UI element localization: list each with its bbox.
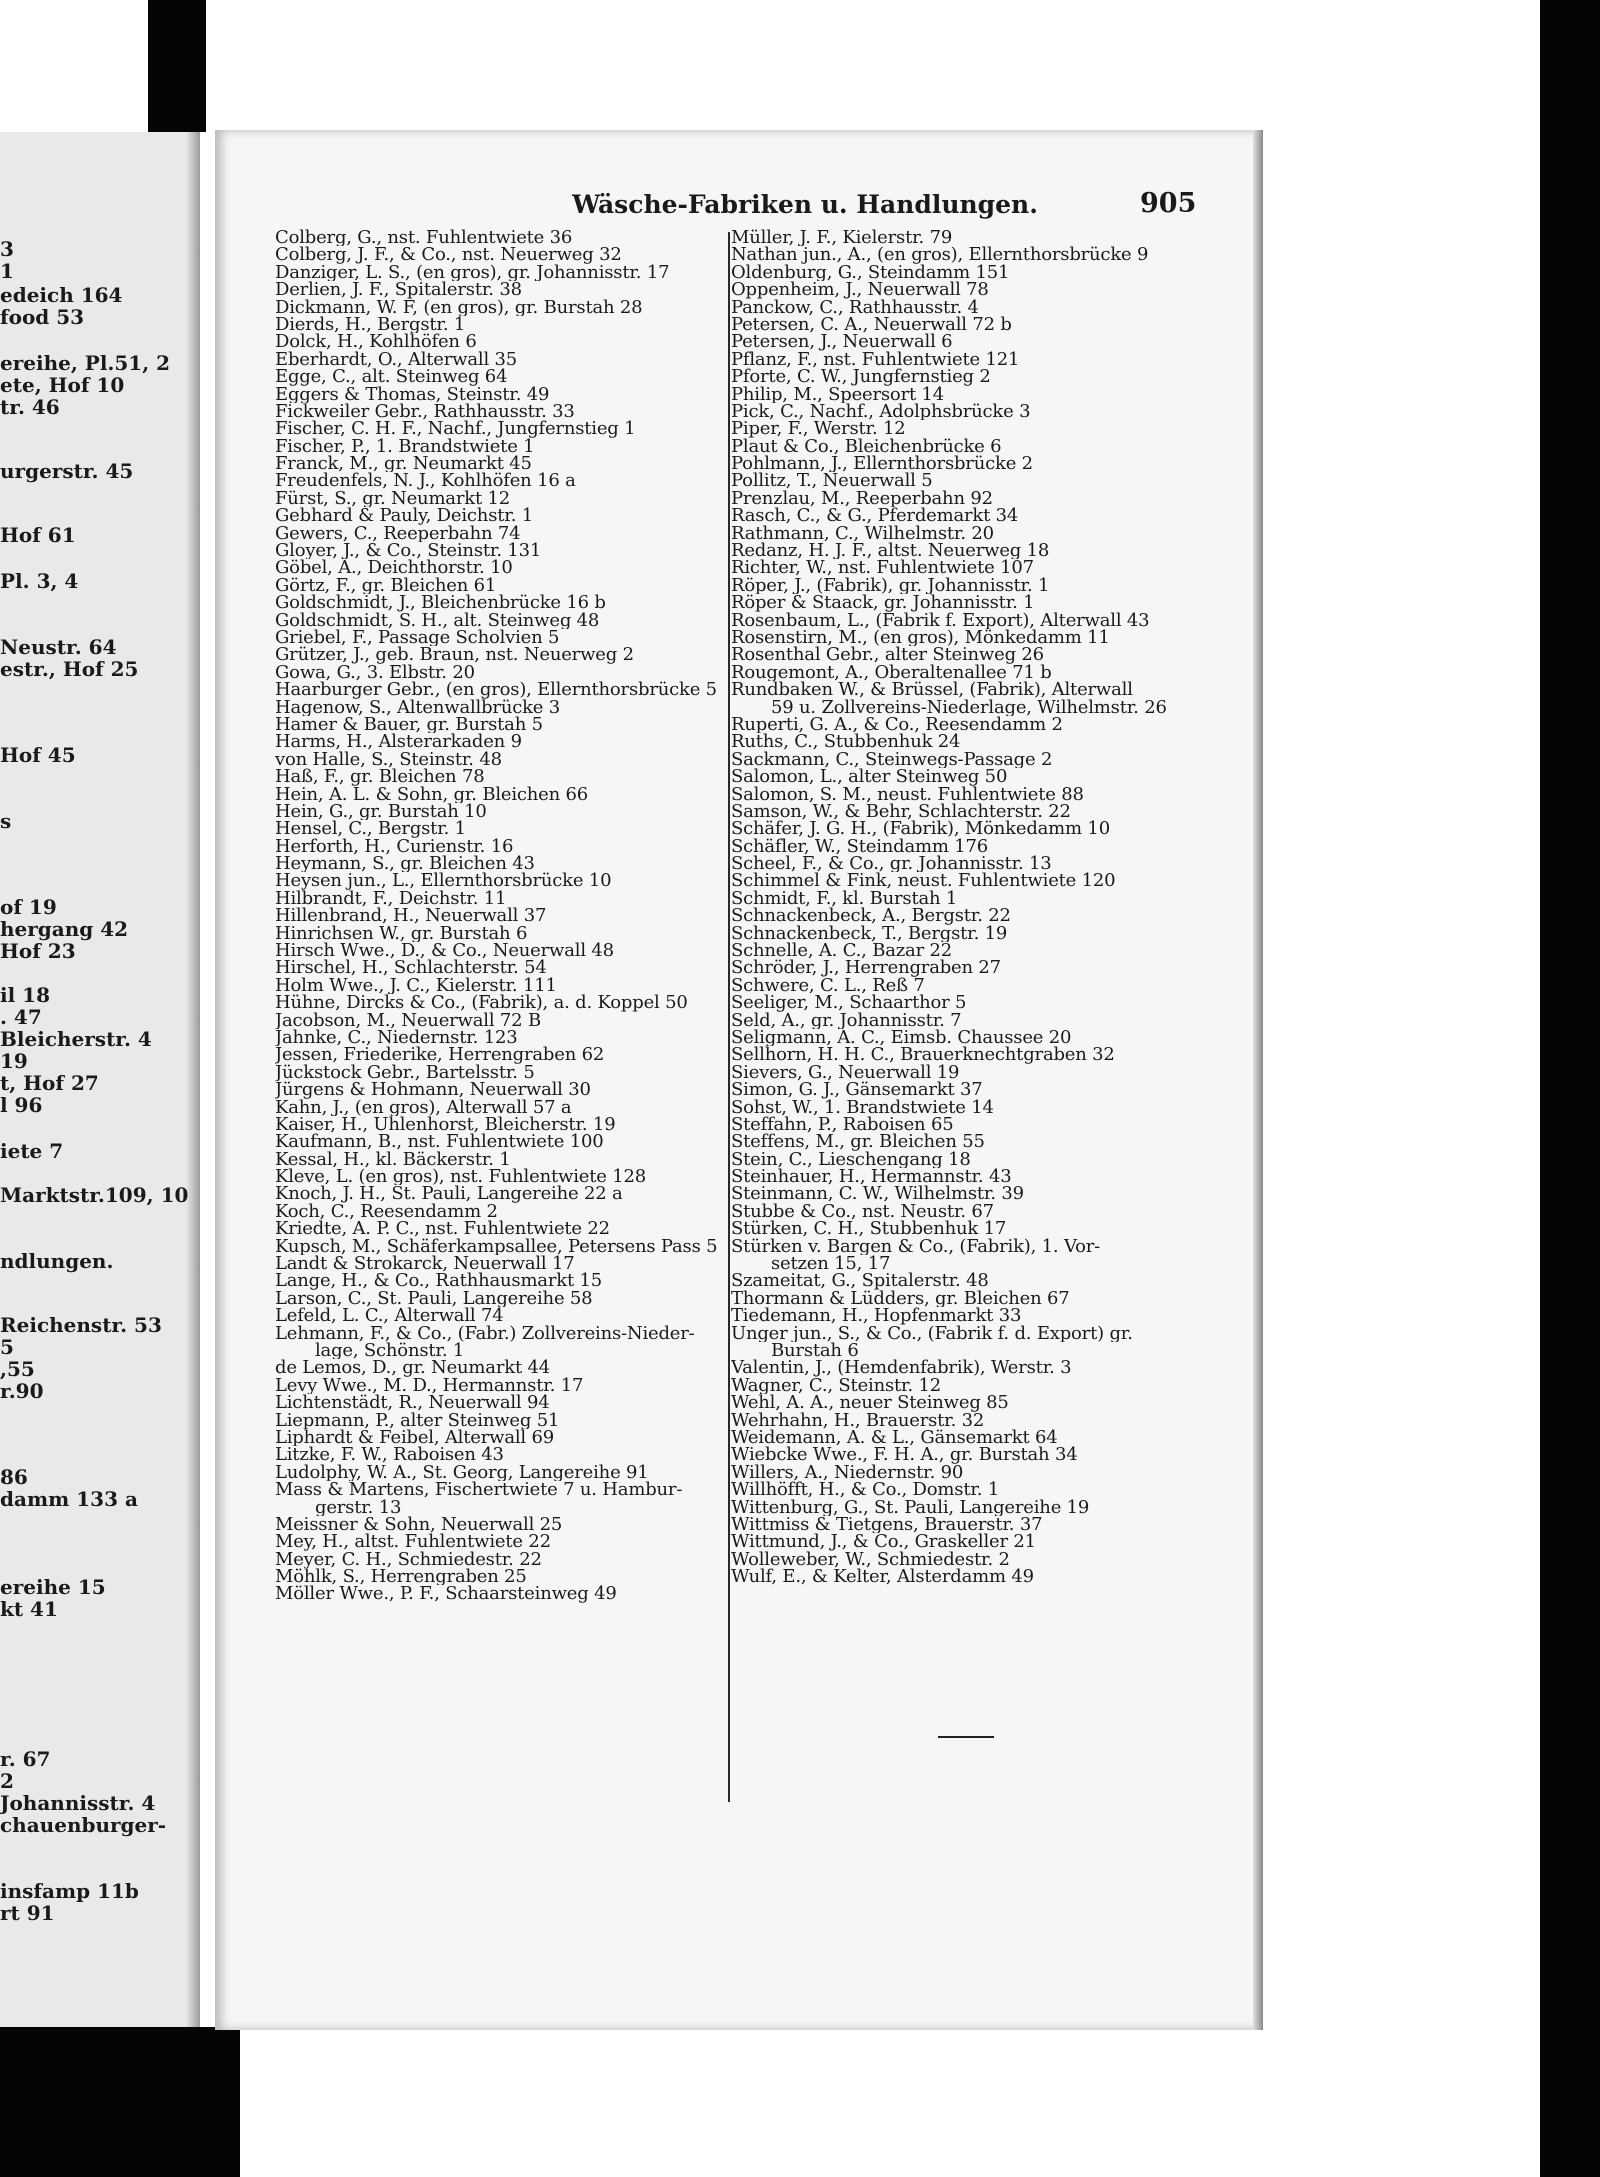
left-page-text-fragment: 86: [0, 1465, 28, 1489]
directory-entry: Wittmiss & Tietgens, Brauerstr. 37: [731, 1515, 1043, 1534]
left-page-text-fragment: Marktstr.109, 10: [0, 1183, 189, 1207]
directory-entry: Hein, A. L. & Sohn, gr. Bleichen 66: [275, 785, 589, 803]
directory-entry: Görtz, F., gr. Bleichen 61: [275, 576, 497, 595]
left-page-text-fragment: t, Hof 27: [0, 1071, 99, 1095]
directory-entry: Hirschel, H., Schlachterstr. 54: [275, 959, 547, 977]
directory-entry: Ruths, C., Stubbenhuk 24: [731, 733, 961, 751]
directory-entry: Landt & Strokarck, Neuerwall 17: [275, 1255, 575, 1273]
directory-column-left: [275, 229, 743, 1603]
directory-entry: Gewers, C., Reeperbahn 74: [275, 524, 521, 543]
directory-entry: Schimmel & Fink, neust. Fuhlentwiete 120: [731, 872, 1116, 890]
left-page-text-fragment: damm 133 a: [0, 1487, 138, 1511]
directory-entry: Schnelle, A. C., Bazar 22: [731, 942, 953, 960]
scan-black-strip-right: [1540, 0, 1600, 2177]
left-page-text-fragment: Hof 61: [0, 523, 76, 547]
directory-entry: Heysen jun., L., Ellernthorsbrücke 10: [275, 872, 612, 890]
directory-entry: Fischer, C. H. F., Nachf., Jungfernstieg 1: [275, 420, 636, 438]
directory-entry: Nathan jun., A., (en gros), Ellernthorsbrücke 9: [731, 246, 1149, 264]
directory-entry: Stein, C., Lieschengang 18: [731, 1150, 971, 1169]
directory-entry: Seligmann, A. C., Eimsb. Chaussee 20: [731, 1028, 1072, 1047]
directory-entry: Salomon, S. M., neust. Fuhlentwiete 88: [731, 785, 1084, 803]
scan-black-strip-bottom-left: [0, 2027, 240, 2177]
left-page-text-fragment: 5: [0, 1335, 14, 1359]
directory-entry: Seld, A., gr. Johannisstr. 7: [731, 1011, 962, 1029]
left-page-text-fragment: r.90: [0, 1379, 44, 1403]
directory-entry: Pohlmann, J., Ellernthorsbrücke 2: [731, 455, 1033, 473]
directory-entry: Pick, C., Nachf., Adolphsbrücke 3: [731, 402, 1031, 421]
directory-entry: Liepmann, P., alter Steinweg 51: [275, 1411, 560, 1429]
left-page-text-fragment: estr., Hof 25: [0, 657, 139, 681]
directory-entry: Prenzlau, M., Reeperbahn 92: [731, 489, 993, 508]
directory-entry: Panckow, C., Rathhausstr. 4: [731, 298, 979, 316]
directory-entry: Petersen, J., Neuerwall 6: [731, 333, 953, 351]
left-page-text-fragment: ereihe, Pl.51, 2: [0, 351, 171, 375]
directory-entry: Grützer, J., geb. Braun, nst. Neuerweg 2: [275, 646, 634, 664]
directory-entry: Rathmann, C., Wilhelmstr. 20: [731, 524, 994, 543]
directory-entry: Wiebcke Wwe., F. H. A., gr. Burstah 34: [731, 1446, 1078, 1464]
directory-entry: Möller Wwe., P. F., Schaarsteinweg 49: [275, 1585, 617, 1603]
directory-entry: Hillenbrand, H., Neuerwall 37: [275, 907, 547, 925]
directory-entry: Dolck, H., Kohlhöfen 6: [275, 333, 477, 351]
end-rule: [938, 1736, 994, 1738]
directory-entry: Wehl, A. A., neuer Steinweg 85: [731, 1394, 1009, 1412]
directory-entry: Pollitz, T., Neuerwall 5: [731, 472, 933, 490]
left-page-text-fragment: ereihe 15: [0, 1575, 106, 1599]
directory-entry: Rougemont, A., Oberaltenallee 71 b: [731, 663, 1052, 682]
directory-entry: Steinhauer, H., Hermannstr. 43: [731, 1168, 1012, 1186]
directory-entry: Gloyer, J., & Co., Steinstr. 131: [275, 542, 542, 560]
directory-entry: Kaiser, H., Uhlenhorst, Bleicherstr. 19: [275, 1115, 616, 1134]
book-gutter: [186, 132, 200, 2027]
directory-entry: Dickmann, W. F, (en gros), gr. Burstah 28: [275, 298, 643, 316]
directory-entry-continuation: gerstr. 13: [315, 1498, 402, 1516]
left-page-text-fragment: of 19: [0, 895, 57, 919]
directory-entry: Kahn, J., (en gros), Alterwall 57 a: [275, 1098, 572, 1116]
directory-entry: Holm Wwe., J. C., Kielerstr. 111: [275, 976, 557, 995]
directory-entry: Kleve, L. (en gros), nst. Fuhlentwiete 128: [275, 1168, 646, 1186]
directory-entry: Meissner & Sohn, Neuerwall 25: [275, 1515, 563, 1534]
directory-entry: Petersen, C. A., Neuerwall 72 b: [731, 315, 1012, 334]
directory-entry: Stürken, C. H., Stubbenhuk 17: [731, 1220, 1007, 1238]
directory-entry: Lefeld, L. C., Alterwall 74: [275, 1307, 504, 1325]
directory-entry-continuation: setzen 15, 17: [771, 1255, 891, 1273]
left-page-text-fragment: chauenburger-: [0, 1813, 167, 1837]
directory-entry: Schmidt, F., kl. Burstah 1: [731, 889, 958, 908]
left-page-text-fragment: Hof 23: [0, 939, 76, 963]
directory-entry: Gebhard & Pauly, Deichstr. 1: [275, 507, 533, 525]
column-divider: [728, 232, 730, 1802]
directory-entry: Richter, W., nst. Fuhlentwiete 107: [731, 559, 1034, 577]
directory-entry: Lichtenstädt, R., Neuerwall 94: [275, 1394, 550, 1412]
directory-entry: Ruperti, G. A., & Co., Reesendamm 2: [731, 715, 1063, 734]
page-number: 905: [1140, 188, 1197, 219]
directory-entry: Unger jun., S., & Co., (Fabrik f. d. Export) gr.: [731, 1324, 1133, 1342]
directory-entry: Goldschmidt, J., Bleichenbrücke 16 b: [275, 594, 606, 612]
directory-entry: Röper, J., (Fabrik), gr. Johannisstr. 1: [731, 576, 1050, 595]
directory-entry: Derlien, J. F., Spitalerstr. 38: [275, 281, 522, 299]
directory-entry: Röper & Staack, gr. Johannisstr. 1: [731, 594, 1035, 612]
directory-entry: Hirsch Wwe., D., & Co., Neuerwall 48: [275, 942, 614, 960]
directory-entry: Ludolphy, W. A., St. Georg, Langereihe 91: [275, 1463, 649, 1482]
directory-entry: Freudenfels, N. J., Kohlhöfen 16 a: [275, 472, 576, 490]
directory-entry: Stubbe & Co., nst. Neustr. 67: [731, 1202, 994, 1221]
directory-entry: Sellhorn, H. H. C., Brauerknechtgraben 32: [731, 1046, 1115, 1064]
directory-entry: Meyer, C. H., Schmiedestr. 22: [275, 1550, 542, 1569]
directory-entry: Hagenow, S., Altenwallbrücke 3: [275, 698, 561, 716]
directory-entry: Pflanz, F., nst. Fuhlentwiete 121: [731, 350, 1020, 369]
left-page-text-fragment: Reichenstr. 53: [0, 1313, 162, 1337]
left-page-text-fragment: s: [0, 809, 12, 833]
directory-entry: Colberg, J. F., & Co., nst. Neuerweg 32: [275, 246, 622, 264]
directory-entry: Szameitat, G., Spitalerstr. 48: [731, 1272, 989, 1290]
directory-entry: Hensel, C., Bergstr. 1: [275, 820, 466, 838]
directory-entry: Tiedemann, H., Hopfenmarkt 33: [731, 1307, 1022, 1325]
directory-entry: Schwere, C. L., Reß 7: [731, 976, 925, 995]
left-page-text-fragment: rt 91: [0, 1901, 55, 1925]
directory-entry: Hamer & Bauer, gr. Burstah 5: [275, 715, 543, 734]
directory-entry: Goldschmidt, S. H., alt. Steinweg 48: [275, 611, 600, 629]
left-page-text-fragment: il 18: [0, 983, 50, 1007]
directory-entry: Rosenthal Gebr., alter Steinweg 26: [731, 646, 1044, 664]
directory-entry-continuation: 59 u. Zollvereins-Niederlage, Wilhelmstr. 26: [771, 698, 1167, 716]
left-page-text-fragment: food 53: [0, 305, 85, 329]
left-page-text-fragment: kt 41: [0, 1597, 58, 1621]
directory-entry: Scheel, F., & Co., gr. Johannisstr. 13: [731, 855, 1052, 873]
directory-entry: Heymann, S., gr. Bleichen 43: [275, 855, 535, 873]
directory-entry: Kaufmann, B., nst. Fuhlentwiete 100: [275, 1133, 604, 1151]
directory-entry: Oppenheim, J., Neuerwall 78: [731, 281, 989, 299]
directory-entry: Valentin, J., (Hemdenfabrik), Werstr. 3: [731, 1359, 1072, 1377]
left-page-text-fragment: Johannisstr. 4: [0, 1791, 156, 1815]
directory-entry: Rosenbaum, L., (Fabrik f. Export), Alterwall 43: [731, 611, 1150, 629]
directory-entry: Jückstock Gebr., Bartelsstr. 5: [275, 1063, 535, 1082]
directory-entry: Steffahn, P., Raboisen 65: [731, 1115, 954, 1134]
directory-entry: Liphardt & Feibel, Alterwall 69: [275, 1428, 554, 1447]
scan-black-strip-top: [148, 0, 206, 132]
directory-entry: Schröder, J., Herrengraben 27: [731, 959, 1001, 977]
left-page-text-fragment: edeich 164: [0, 283, 123, 307]
right-page: [215, 130, 1263, 2030]
left-page-text-fragment: hergang 42: [0, 917, 129, 941]
directory-entry: Hein, G., gr. Burstah 10: [275, 802, 487, 821]
left-page-text-fragment: . 47: [0, 1005, 42, 1029]
directory-entry: Griebel, F., Passage Scholvien 5: [275, 628, 560, 647]
directory-entry: Jahnke, C., Niedernstr. 123: [275, 1028, 518, 1047]
page-title: Wäsche-Fabriken u. Handlungen.: [572, 190, 1038, 219]
directory-entry: Jacobson, M., Neuerwall 72 B: [275, 1011, 541, 1029]
directory-entry: von Halle, S., Steinstr. 48: [275, 750, 502, 769]
directory-entry: Rasch, C., & G., Pferdemarkt 34: [731, 507, 1019, 525]
directory-entry: Möhlk, S., Herrengraben 25: [275, 1568, 527, 1586]
directory-entry: Rundbaken W., & Brüssel, (Fabrik), Alterwall: [731, 681, 1133, 699]
left-page-fragment: [0, 132, 200, 2027]
directory-entry: Kessal, H., kl. Bäckerstr. 1: [275, 1150, 511, 1169]
directory-entry: Dierds, H., Bergstr. 1: [275, 315, 466, 334]
left-page-text-fragment: Hof 45: [0, 743, 76, 767]
directory-entry: Harms, H., Alsterarkaden 9: [275, 733, 522, 751]
directory-entry: Knoch, J. H., St. Pauli, Langereihe 22 a: [275, 1185, 623, 1203]
left-page-text-fragment: 1: [0, 259, 14, 283]
left-page-text-fragment: l 96: [0, 1093, 43, 1117]
left-page-text-fragment: Neustr. 64: [0, 635, 117, 659]
directory-entry: Schnackenbeck, T., Bergstr. 19: [731, 924, 1008, 943]
directory-entry: Levy Wwe., M. D., Hermannstr. 17: [275, 1376, 584, 1395]
directory-entry: Schäfer, J. G. H., (Fabrik), Mönkedamm 10: [731, 820, 1110, 838]
left-page-text-fragment: Pl. 3, 4: [0, 569, 79, 593]
directory-entry: Willhöfft, H., & Co., Domstr. 1: [731, 1481, 1000, 1499]
directory-entry: Weidemann, A. & L., Gänsemarkt 64: [731, 1428, 1058, 1447]
directory-entry: Samson, W., & Behr, Schlachterstr. 22: [731, 802, 1071, 821]
directory-entry-continuation: lage, Schönstr. 1: [315, 1342, 465, 1360]
directory-entry: Wagner, C., Steinstr. 12: [731, 1376, 942, 1395]
directory-entry: Fürst, S., gr. Neumarkt 12: [275, 489, 511, 508]
directory-entry: Oldenburg, G., Steindamm 151: [731, 263, 1010, 282]
directory-entry-continuation: Burstah 6: [771, 1342, 859, 1360]
directory-entry: Colberg, G., nst. Fuhlentwiete 36: [275, 229, 573, 247]
directory-entry: Salomon, L., alter Steinweg 50: [731, 768, 1008, 786]
directory-entry: Kriedte, A. P. C., nst. Fuhlentwiete 22: [275, 1220, 610, 1238]
directory-entry: Wittmund, J., & Co., Graskeller 21: [731, 1533, 1036, 1551]
directory-entry: Simon, G. J., Gänsemarkt 37: [731, 1081, 983, 1099]
directory-entry: Lehmann, F., & Co., (Fabr.) Zollvereins-Nieder-: [275, 1324, 695, 1342]
directory-entry: Koch, C., Reesendamm 2: [275, 1202, 498, 1221]
directory-entry: Redanz, H. J. F., altst. Neuerweg 18: [731, 542, 1050, 560]
directory-entry: Franck, M., gr. Neumarkt 45: [275, 455, 532, 473]
left-page-text-fragment: 2: [0, 1769, 14, 1793]
directory-entry: Philip, M., Speersort 14: [731, 385, 945, 403]
directory-entry: Sohst, W., 1. Brandstwiete 14: [731, 1098, 994, 1116]
directory-entry: Danziger, L. S., (en gros), gr. Johannisstr. 17: [275, 263, 670, 282]
directory-entry: Hilbrandt, F., Deichstr. 11: [275, 889, 507, 908]
directory-entry: de Lemos, D., gr. Neumarkt 44: [275, 1359, 551, 1377]
directory-entry: Fickweiler Gebr., Rathhausstr. 33: [275, 402, 575, 421]
directory-column-right: [731, 229, 1199, 1585]
directory-entry: Herforth, H., Curienstr. 16: [275, 837, 514, 856]
directory-entry: Sievers, G., Neuerwall 19: [731, 1063, 960, 1082]
directory-entry: Litzke, F. W., Raboisen 43: [275, 1446, 504, 1464]
directory-entry: Willers, A., Niedernstr. 90: [731, 1463, 964, 1482]
directory-entry: Haarburger Gebr., (en gros), Ellernthorsbrücke 5: [275, 681, 717, 699]
directory-entry: Wolleweber, W., Schmiedestr. 2: [731, 1550, 1010, 1569]
directory-entry: Plaut & Co., Bleichenbrücke 6: [731, 437, 1002, 456]
directory-entry: Göbel, A., Deichthorstr. 10: [275, 559, 513, 577]
left-page-text-fragment: r. 67: [0, 1747, 51, 1771]
left-page-text-fragment: insfamp 11b: [0, 1879, 139, 1903]
directory-entry: Fischer, P., 1. Brandstwiete 1: [275, 437, 535, 456]
directory-entry: Steffens, M., gr. Bleichen 55: [731, 1133, 985, 1151]
directory-entry: Jessen, Friederike, Herrengraben 62: [275, 1046, 605, 1064]
directory-entry: Wulf, E., & Kelter, Alsterdamm 49: [731, 1568, 1034, 1586]
directory-entry: Piper, F., Werstr. 12: [731, 420, 906, 438]
directory-entry: Hühne, Dircks & Co., (Fabrik), a. d. Koppel 50: [275, 994, 688, 1012]
directory-entry: Haß, F., gr. Bleichen 78: [275, 768, 485, 786]
directory-entry: Eggers & Thomas, Steinstr. 49: [275, 385, 550, 403]
left-page-text-fragment: 19: [0, 1049, 28, 1073]
directory-entry: Jürgens & Hohmann, Neuerwall 30: [275, 1081, 591, 1099]
directory-entry: Rosenstirn, M., (en gros), Mönkedamm 11: [731, 628, 1110, 647]
directory-entry: Stürken v. Bargen & Co., (Fabrik), 1. Vor-: [731, 1237, 1101, 1256]
directory-entry: Schäfler, W., Steindamm 176: [731, 837, 989, 856]
directory-entry: Thormann & Lüdders, gr. Bleichen 67: [731, 1289, 1070, 1308]
directory-entry: Pforte, C. W., Jungfernstieg 2: [731, 368, 991, 386]
left-page-text-fragment: tr. 46: [0, 395, 60, 419]
left-page-text-fragment: ,55: [0, 1357, 35, 1381]
left-page-text-fragment: 3: [0, 237, 14, 261]
directory-entry: Eberhardt, O., Alterwall 35: [275, 350, 518, 369]
directory-entry: Kupsch, M., Schäferkampsallee, Petersens Pass 5: [275, 1237, 718, 1256]
directory-entry: Wehrhahn, H., Brauerstr. 32: [731, 1411, 985, 1429]
directory-entry: Lange, H., & Co., Rathhausmarkt 15: [275, 1272, 603, 1290]
directory-entry: Sackmann, C., Steinwegs-Passage 2: [731, 750, 1053, 769]
directory-entry: Müller, J. F., Kielerstr. 79: [731, 229, 953, 247]
left-page-text-fragment: Bleicherstr. 4: [0, 1027, 152, 1051]
directory-entry: Wittenburg, G., St. Pauli, Langereihe 19: [731, 1498, 1090, 1516]
directory-entry: Hinrichsen W., gr. Burstah 6: [275, 924, 528, 943]
directory-entry: Steinmann, C. W., Wilhelmstr. 39: [731, 1185, 1024, 1203]
directory-entry: Egge, C., alt. Steinweg 64: [275, 368, 508, 386]
directory-entry: Mey, H., altst. Fuhlentwiete 22: [275, 1533, 551, 1551]
directory-entry: Seeliger, M., Schaarthor 5: [731, 994, 967, 1012]
left-page-text-fragment: ndlungen.: [0, 1249, 114, 1273]
left-page-text-fragment: urgerstr. 45: [0, 459, 134, 483]
directory-entry: Mass & Martens, Fischertwiete 7 u. Hambur-: [275, 1481, 683, 1499]
directory-entry: Gowa, G., 3. Elbstr. 20: [275, 663, 475, 682]
page-edge: [1253, 130, 1263, 2030]
directory-entry: Larson, C., St. Pauli, Langereihe 58: [275, 1289, 593, 1308]
left-page-text-fragment: iete 7: [0, 1139, 64, 1163]
left-page-text-fragment: ete, Hof 10: [0, 373, 125, 397]
directory-entry: Schnackenbeck, A., Bergstr. 22: [731, 907, 1011, 925]
